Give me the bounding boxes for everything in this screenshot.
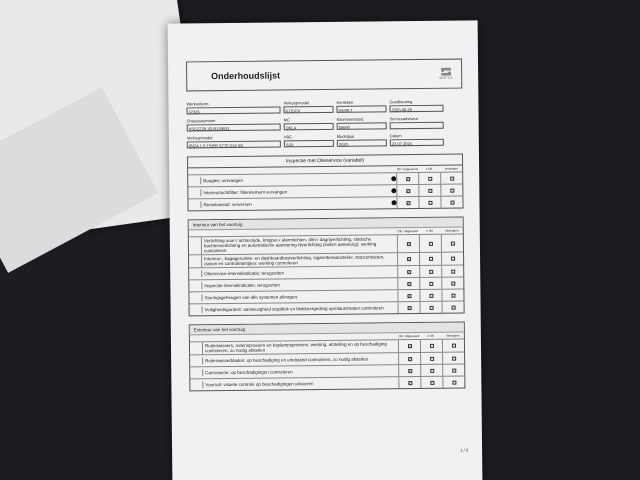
checkbox-nok[interactable] bbox=[429, 305, 433, 309]
checkbox-ok[interactable] bbox=[408, 369, 412, 373]
document-title: Onderhoudslijst bbox=[211, 70, 281, 82]
checkbox-cell-nok bbox=[419, 235, 441, 252]
info-field bbox=[336, 99, 386, 113]
checkbox-ok[interactable] bbox=[406, 177, 410, 181]
checkbox-cell-ok bbox=[396, 173, 418, 184]
info-field bbox=[284, 117, 334, 131]
exterior-rows bbox=[190, 339, 464, 391]
checkbox-cell-ok bbox=[396, 197, 418, 208]
checkbox-ok[interactable] bbox=[407, 306, 411, 310]
col-nok: n OK bbox=[425, 166, 433, 171]
info-field bbox=[337, 116, 387, 130]
checkbox-cell-nok bbox=[418, 197, 440, 208]
vehicle-info-grid bbox=[186, 99, 462, 149]
checkbox-ok[interactable] bbox=[406, 242, 410, 246]
checkbox-cell-ok bbox=[398, 377, 420, 388]
checkbox-cell-ok bbox=[397, 278, 419, 289]
info-field bbox=[337, 133, 387, 147]
checkbox-cell-ok bbox=[398, 353, 420, 364]
checkbox-cell-nok bbox=[420, 377, 442, 388]
checkbox-ok[interactable] bbox=[406, 189, 410, 193]
checkbox-verholpen[interactable] bbox=[451, 293, 455, 297]
checkbox-cell-verholpen bbox=[442, 353, 464, 364]
checkbox-verholpen[interactable] bbox=[451, 305, 455, 309]
checklist-item-text: Bougies: vervangen bbox=[200, 175, 387, 184]
info-label: Datum bbox=[389, 133, 402, 139]
checkbox-nok[interactable] bbox=[429, 293, 433, 297]
checkbox-cell-verholpen bbox=[440, 173, 462, 184]
checkbox-ok[interactable] bbox=[407, 344, 411, 348]
info-value: DKLA bbox=[284, 123, 334, 131]
checklist-item-text: Carrosserie: op beschadigingen controleren bbox=[202, 367, 398, 376]
checkbox-cell-nok bbox=[419, 290, 441, 301]
info-value: 50690 bbox=[337, 122, 387, 130]
info-label: MC bbox=[283, 117, 290, 123]
info-value: 2020 bbox=[337, 139, 387, 147]
checkbox-nok[interactable] bbox=[429, 257, 433, 261]
checkbox-verholpen[interactable] bbox=[451, 281, 455, 285]
info-field bbox=[284, 134, 334, 148]
interior-rows bbox=[189, 234, 464, 316]
checkbox-verholpen[interactable] bbox=[452, 356, 456, 360]
checklist-item-text: Verlichting voor-/ achterzijde, knipper-/ alarmlichten, dim-/ dagrijverlichting, statische bochtenverlichting en automatische aansturing rijverlichting (indien aanwezig): werking controleren bbox=[201, 235, 397, 254]
checkbox-cell-verholpen bbox=[440, 197, 462, 208]
checkbox-ok[interactable] bbox=[407, 294, 411, 298]
col-verholpen: Verholpen bbox=[446, 333, 460, 338]
checkbox-verholpen[interactable] bbox=[451, 257, 455, 261]
page-number: 1 / 3 bbox=[460, 447, 469, 453]
info-field bbox=[390, 133, 444, 147]
checkbox-cell-nok bbox=[418, 173, 440, 184]
checkbox-nok[interactable] bbox=[429, 281, 433, 285]
checklist-item-text: Voorruit: visuele controle op beschadigingen uitvoeren bbox=[202, 379, 398, 388]
checkbox-verholpen[interactable] bbox=[450, 176, 454, 180]
checkbox-verholpen[interactable] bbox=[450, 188, 454, 192]
checklist-row bbox=[189, 234, 463, 255]
col-nok: n OK bbox=[426, 228, 434, 233]
info-label: Werkorderm: bbox=[186, 101, 210, 107]
exterior-section-title: Exterieur van het voertuig bbox=[190, 323, 464, 336]
checkbox-cell-ok bbox=[396, 185, 418, 196]
info-label: Chassisnummer bbox=[186, 118, 216, 124]
info-label: Goedkeuring bbox=[389, 99, 413, 105]
checkbox-cell-nok bbox=[420, 353, 442, 364]
col-ok: OK / uitgevoerd bbox=[396, 167, 418, 172]
checkbox-cell-verholpen bbox=[442, 340, 464, 352]
checkbox-cell-nok bbox=[420, 340, 442, 352]
col-verholpen: Verholpen bbox=[444, 228, 459, 233]
info-label: Verkoopmodel bbox=[283, 100, 310, 106]
checkbox-nok[interactable] bbox=[428, 176, 432, 180]
info-label: VBC bbox=[283, 134, 293, 140]
checkbox-ok[interactable] bbox=[407, 270, 411, 274]
checkbox-cell-nok bbox=[419, 266, 441, 277]
checkbox-ok[interactable] bbox=[406, 201, 410, 205]
checkbox-cell-verholpen bbox=[442, 365, 464, 376]
checkbox-cell-verholpen bbox=[440, 185, 462, 196]
info-field bbox=[390, 116, 444, 130]
checkbox-ok[interactable] bbox=[407, 257, 411, 261]
checklist-item-text: Olieservice-intervalindicatie: terugzetten bbox=[201, 268, 397, 277]
checkbox-cell-verholpen bbox=[441, 290, 463, 301]
info-value: H449LT bbox=[336, 105, 386, 113]
checklist-item-text: Veiligheidsgordels: aanwezigheid stopblok en blokkeergedrag oprolautomaten controleren bbox=[202, 304, 398, 313]
info-value: 23.07.2024 bbox=[390, 139, 444, 147]
info-value: IBIZA 1.0 TSIFR S770 D16 5G bbox=[187, 140, 281, 148]
checkbox-ok[interactable] bbox=[408, 357, 412, 361]
inspection-rows bbox=[188, 172, 462, 211]
checklist-item-text: Inspectie-intervalindicatie: terugzetten bbox=[201, 280, 397, 289]
checkbox-cell-ok bbox=[398, 340, 420, 352]
checkbox-verholpen[interactable] bbox=[451, 269, 455, 273]
info-field bbox=[283, 100, 333, 114]
checkbox-cell-nok bbox=[419, 253, 441, 265]
info-label: Serviceadviseur bbox=[389, 116, 419, 122]
checkbox-cell-verholpen bbox=[441, 235, 463, 252]
checkbox-cell-ok bbox=[397, 266, 419, 277]
checkbox-ok[interactable] bbox=[408, 381, 412, 385]
checkbox-cell-nok bbox=[419, 278, 441, 289]
brand-block bbox=[439, 68, 453, 80]
checkbox-cell-verholpen bbox=[441, 278, 463, 289]
info-field bbox=[187, 134, 281, 148]
checkbox-nok[interactable] bbox=[428, 200, 432, 204]
info-field bbox=[389, 99, 443, 113]
info-label: Kilometerstand bbox=[336, 116, 364, 122]
checklist-row bbox=[190, 301, 464, 316]
checkbox-verholpen[interactable] bbox=[452, 368, 456, 372]
info-value: VSSZZZKJZLR139531 bbox=[187, 123, 281, 131]
col-ok: OK / uitgevoerd bbox=[398, 334, 420, 339]
checkbox-verholpen[interactable] bbox=[450, 200, 454, 204]
info-value: 2020-06-29 bbox=[389, 105, 443, 113]
col-verholpen: Verholpen bbox=[444, 166, 458, 171]
checkbox-cell-nok bbox=[418, 185, 440, 196]
col-ok: OK / uitgevoerd bbox=[397, 229, 419, 234]
info-value: KJ15CV bbox=[283, 106, 333, 114]
info-label: Kenteken bbox=[336, 99, 354, 105]
checkbox-cell-nok bbox=[420, 365, 442, 376]
checkbox-verholpen[interactable] bbox=[451, 344, 455, 348]
maintenance-document bbox=[168, 20, 483, 480]
checkbox-cell-verholpen bbox=[441, 253, 463, 265]
checklist-item-text: Interieur-, bagageruimte- en dashboardkastverlichting, sigarettenaansteker, stopcontacten, claxon en controlelampjes: werking controleren bbox=[201, 253, 397, 267]
inspection-section-title: Inspectie met Olieservice (variabel) bbox=[188, 155, 462, 169]
checkbox-nok[interactable] bbox=[429, 269, 433, 273]
checkbox-nok[interactable] bbox=[428, 241, 432, 245]
seat-logo-icon bbox=[441, 68, 451, 76]
checkbox-cell-verholpen bbox=[441, 266, 463, 277]
checkbox-cell-ok bbox=[398, 302, 420, 313]
checklist-row bbox=[188, 196, 462, 211]
document-header bbox=[186, 59, 462, 92]
checkbox-verholpen[interactable] bbox=[450, 241, 454, 245]
checklist-item-text: Interieurluchtfilter: filterelement vervangen bbox=[200, 187, 387, 196]
brand-text: SEAT S.A. bbox=[439, 75, 454, 80]
checkbox-nok[interactable] bbox=[430, 368, 434, 372]
checklist-item-text: Remvloeistof: verversen bbox=[200, 199, 387, 208]
checkbox-cell-nok bbox=[420, 302, 442, 313]
checkbox-cell-ok bbox=[397, 290, 419, 301]
info-field bbox=[187, 117, 281, 131]
checklist-row bbox=[190, 376, 464, 391]
checklist-item-text: Ruitenwisserbladen: op beschadiging en eindstand controleren, zo nodig afstellen bbox=[202, 355, 398, 364]
checklist-item-text: Storingsgeheugen van alle systemen afvragen. bbox=[201, 292, 397, 301]
checkbox-verholpen[interactable] bbox=[452, 380, 456, 384]
checkbox-nok[interactable] bbox=[430, 356, 434, 360]
checkbox-nok[interactable] bbox=[428, 188, 432, 192]
info-value: 37326 bbox=[186, 106, 280, 114]
checkbox-cell-ok bbox=[397, 235, 419, 252]
inspection-section bbox=[187, 154, 464, 212]
info-value bbox=[390, 122, 444, 130]
checkbox-cell-verholpen bbox=[442, 377, 464, 388]
info-label: Modeljaar bbox=[336, 133, 355, 139]
col-nok: n OK bbox=[427, 333, 435, 338]
info-label: Verkoopmodel bbox=[186, 135, 213, 141]
info-value: SJD bbox=[284, 140, 334, 148]
checkbox-cell-ok bbox=[398, 365, 420, 376]
exterior-section bbox=[189, 322, 466, 392]
checklist-item-text: Ruitenwissers, ruitensproeiers en koplampsproeiers: werking, afstelling en op beschadiging controleren, zo nodig afstellen bbox=[202, 340, 398, 354]
interior-section bbox=[188, 217, 465, 317]
checkbox-cell-verholpen bbox=[442, 302, 464, 313]
interior-section-title: Interieur van het voertuig bbox=[189, 218, 463, 231]
info-field bbox=[186, 100, 280, 114]
checkbox-cell-ok bbox=[397, 253, 419, 265]
checkbox-ok[interactable] bbox=[407, 282, 411, 286]
checkbox-nok[interactable] bbox=[429, 344, 433, 348]
checkbox-nok[interactable] bbox=[430, 380, 434, 384]
